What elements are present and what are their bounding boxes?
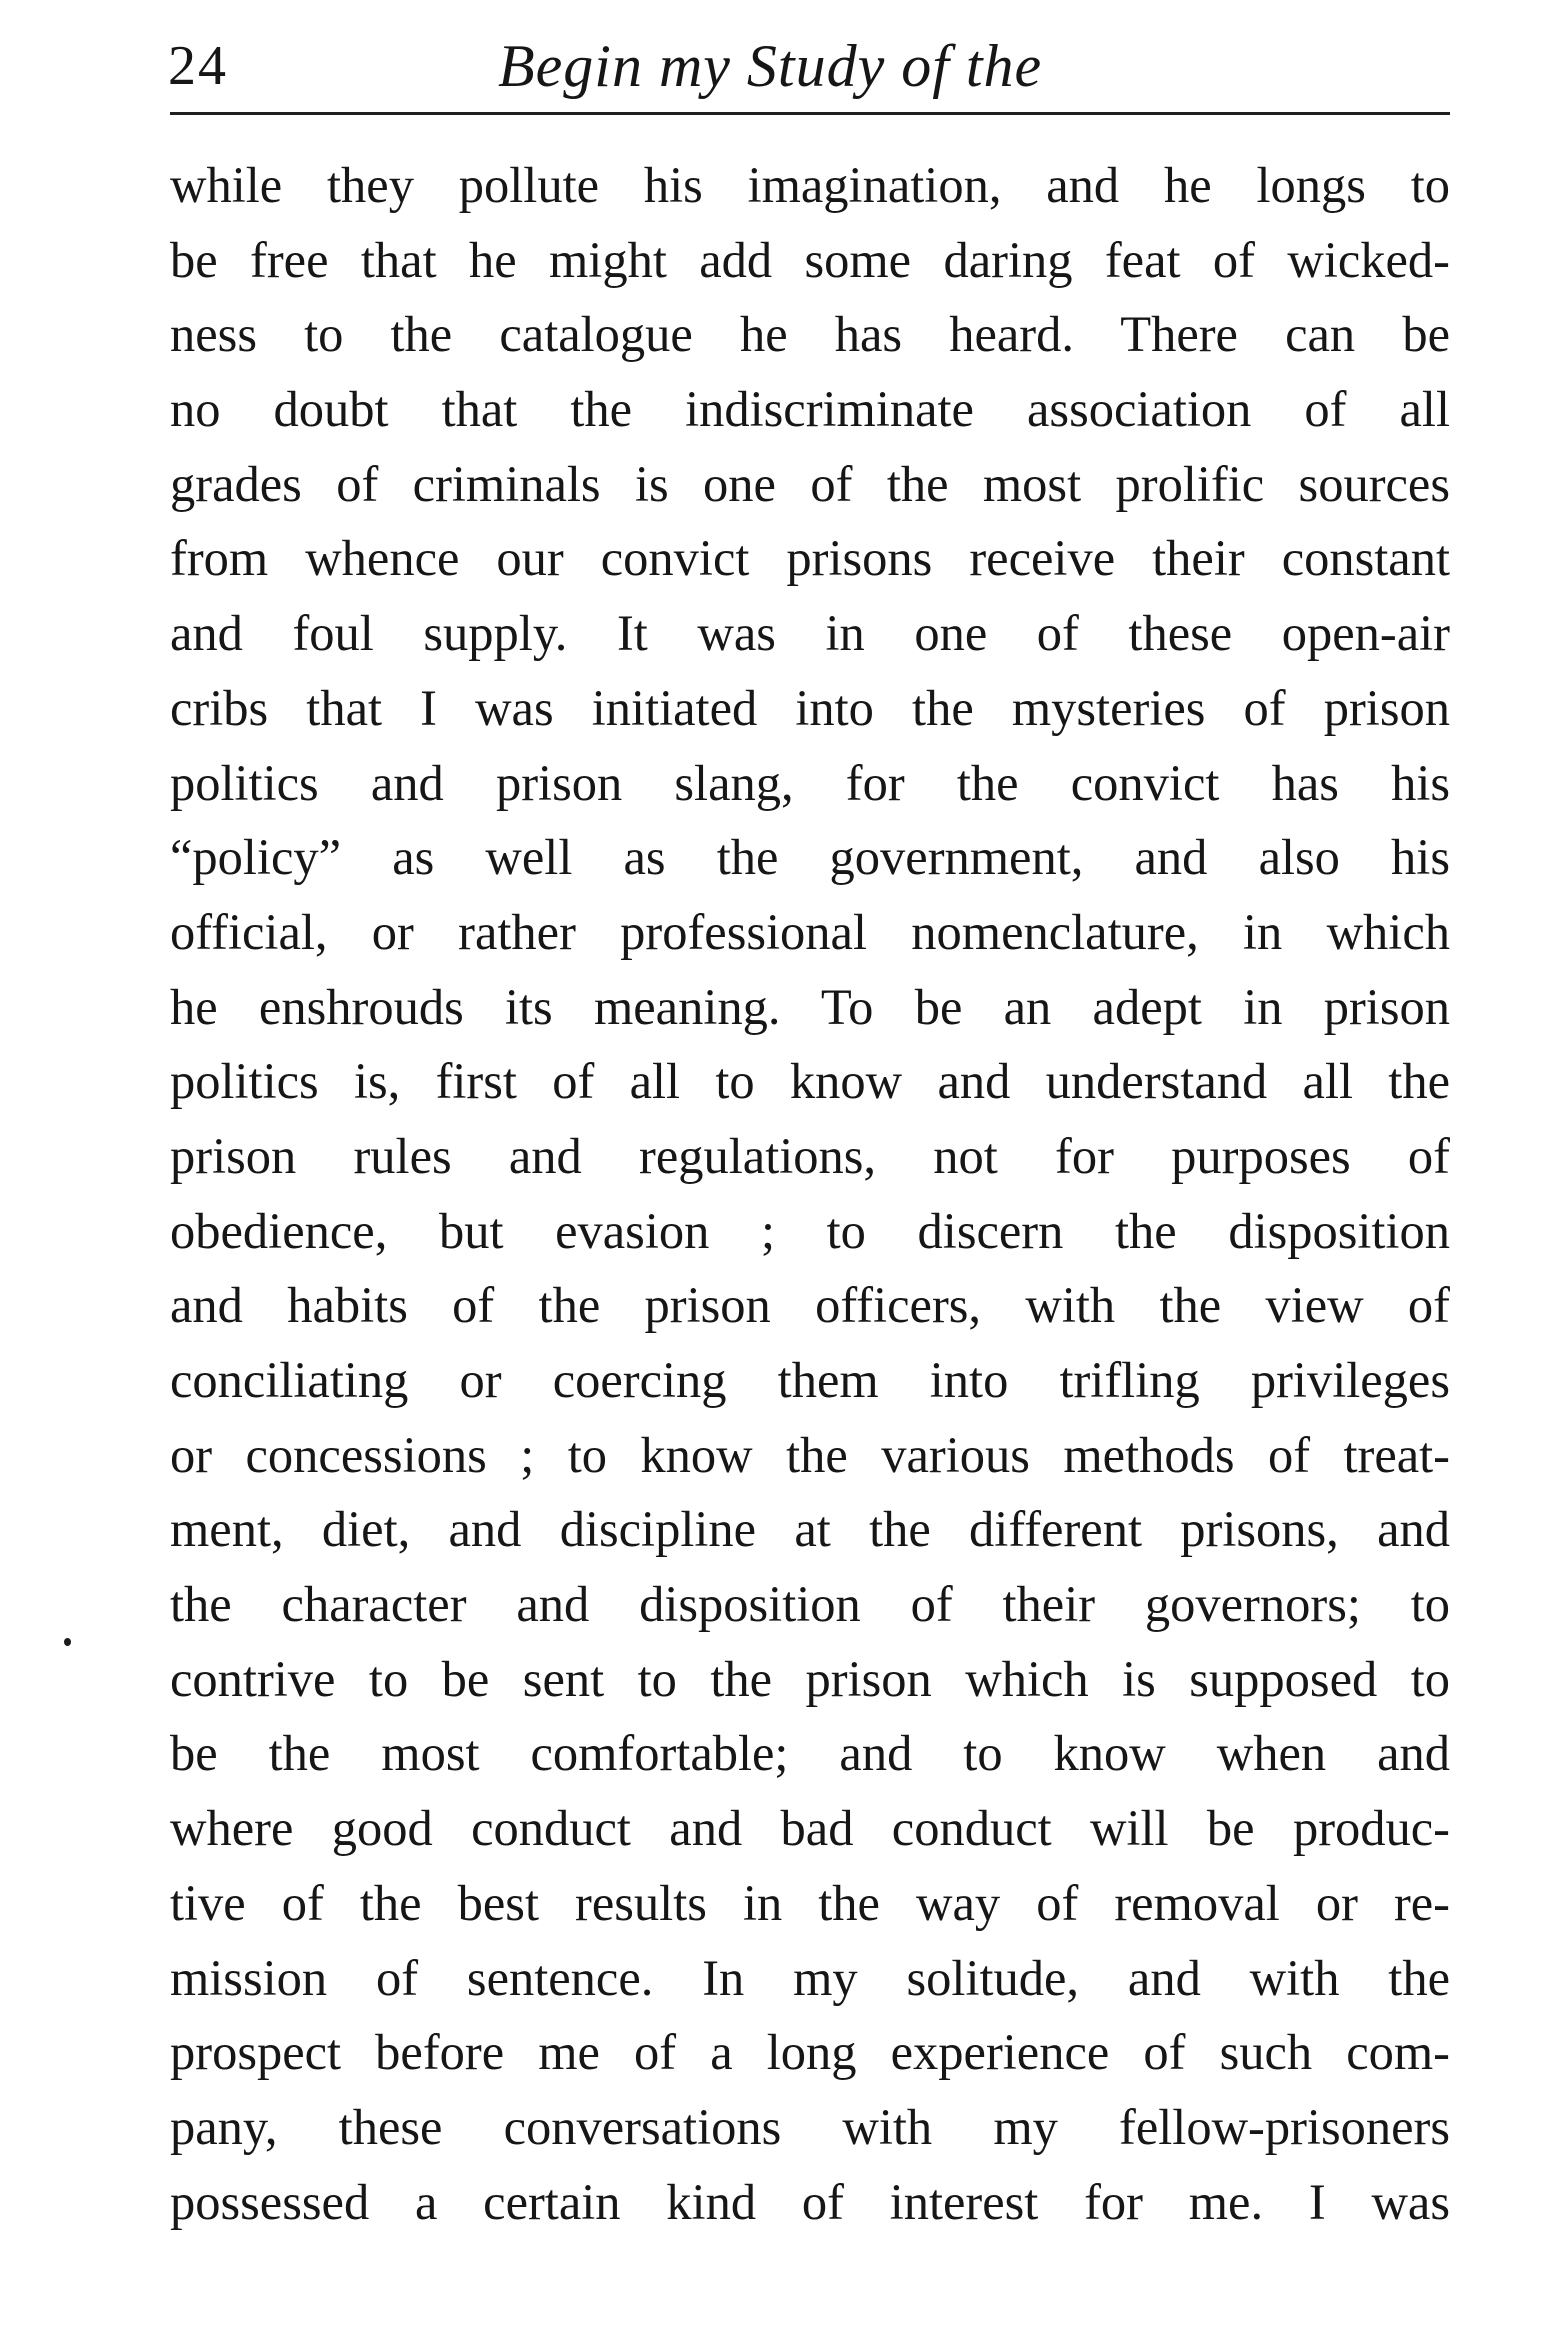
running-title: Begin my Study of the (498, 33, 1043, 99)
text-line: conciliating or coercing them into trifling privileges (170, 1352, 1450, 1408)
text-line: be free that he might add some daring feat of wicked- (170, 231, 1450, 288)
text-line: the character and disposition of their governors; to (170, 1576, 1450, 1633)
text-line: mission of sentence. In my solitude, and with the (170, 1949, 1450, 2006)
text-line: from whence our convict prisons receive their constant (170, 530, 1450, 587)
text-line: grades of criminals is one of the most prolific sources (170, 455, 1450, 512)
header-rule (170, 112, 1450, 115)
text-line: possessed a certain kind of interest for me. I was (170, 2173, 1450, 2230)
page-number: 24 (168, 35, 228, 97)
text-line: prison rules and regulations, not for purposes of (170, 1127, 1450, 1184)
text-line: politics and prison slang, for the convict has his (170, 754, 1450, 811)
text-line: “policy” as well as the government, and also his (170, 829, 1450, 886)
text-line: official, or rather professional nomenclature, in which (170, 903, 1450, 960)
text-line: he enshrouds its meaning. To be an adept in prison (170, 978, 1450, 1035)
text-line: no doubt that the indiscriminate association of all (170, 381, 1450, 438)
text-line: ness to the catalogue he has heard. There can be (170, 306, 1450, 363)
text-line: while they pollute his imagination, and he longs to (170, 157, 1450, 213)
text-line: pany, these conversations with my fellow-prisoners (170, 2098, 1450, 2155)
text-line: where good conduct and bad conduct will be produc- (170, 1800, 1450, 1857)
body-text (170, 148, 1450, 2239)
text-line: ment, diet, and discipline at the different prisons, and (170, 1501, 1450, 1558)
page-header (168, 20, 1448, 116)
text-line: prospect before me of a long experience of such com- (170, 2024, 1450, 2081)
text-line: and foul supply. It was in one of these open-air (170, 605, 1450, 662)
text-line: cribs that I was initiated into the mysteries of prison (170, 679, 1450, 736)
text-line: be the most comfortable; and to know when and (170, 1725, 1450, 1782)
text-line: or concessions ; to know the various methods of treat- (170, 1426, 1450, 1483)
text-line: contrive to be sent to the prison which is supposed to (170, 1650, 1450, 1707)
text-line: obedience, but evasion ; to discern the disposition (170, 1202, 1450, 1259)
print-speck (64, 1638, 71, 1646)
text-line: politics is, first of all to know and understand all the (170, 1053, 1450, 1110)
text-line: and habits of the prison officers, with the view of (170, 1277, 1450, 1334)
text-line: tive of the best results in the way of removal or re- (170, 1874, 1450, 1931)
